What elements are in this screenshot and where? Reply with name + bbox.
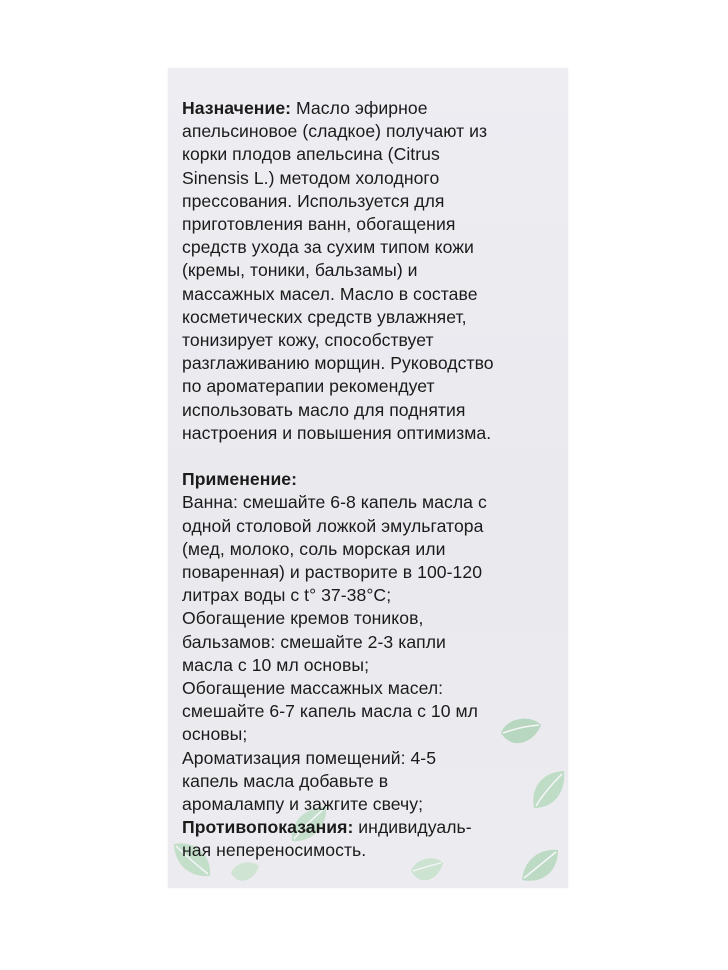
usage-line: Обогащение кремов тоников, — [182, 608, 424, 629]
usage-heading: Применение: — [182, 469, 298, 490]
usage-line: литрах воды с t° 37-38°С; — [182, 585, 392, 606]
contraindications-line: ная непереносимость. — [182, 840, 367, 861]
purpose-line: прессования. Используется для — [182, 190, 445, 211]
purpose-line: тонизирует кожу, способствует — [182, 330, 434, 351]
purpose-line: апельсиновое (сладкое) получают из — [182, 121, 488, 142]
usage-line: бальзамов: смешайте 2-3 капли — [182, 631, 446, 652]
usage-line: поваренная) и растворите в 100-120 — [182, 562, 483, 583]
purpose-line: Масло эфирное — [291, 98, 428, 118]
contraindications-line: индивидуаль- — [353, 817, 472, 838]
usage-line: основы; — [182, 724, 248, 745]
purpose-line: корки плодов апельсина (Citrus — [182, 144, 440, 165]
purpose-line: по ароматерапии рекомендует — [182, 376, 435, 397]
purpose-line: (кремы, тоники, бальзамы) и — [182, 260, 418, 281]
usage-line: одной столовой ложкой эмульгатора — [182, 515, 484, 536]
contraindications-first-line — [182, 816, 566, 839]
purpose-line: средств ухода за сухим типом кожи — [182, 237, 474, 258]
purpose-line: приготовления ванн, обогащения — [182, 214, 456, 235]
purpose-line: использовать масло для поднятия — [182, 399, 466, 420]
usage-line: Ароматизация помещений: 4-5 — [182, 747, 437, 768]
section-spacer — [182, 445, 566, 468]
purpose-line: косметических средств увлажняет, — [182, 306, 467, 327]
usage-line: масла с 10 мл основы; — [182, 654, 370, 675]
purpose-line: массажных масел. Масло в составе — [182, 283, 478, 304]
purpose-first-line — [182, 97, 566, 120]
usage-line: Обогащение массажных масел: — [182, 678, 444, 699]
usage-line: Ванна: смешайте 6-8 капель масла с — [182, 492, 487, 513]
contraindications-heading: Противопоказания: — [182, 817, 354, 838]
product-label-panel — [168, 68, 568, 888]
usage-line: смешайте 6-7 капель масла с 10 мл — [182, 701, 478, 722]
usage-line: аромалампу и зажгите свечу; — [182, 794, 424, 815]
purpose-heading: Назначение: — [182, 98, 292, 118]
label-text — [182, 97, 566, 863]
usage-line: капель масла добавьте в — [182, 770, 389, 791]
purpose-line: Sinensis L.) методом холодного — [182, 167, 440, 188]
purpose-line: настроения и повышения оптимизма. — [182, 422, 492, 443]
usage-line: (мед, молоко, соль морская или — [182, 538, 446, 559]
purpose-line: разглаживанию морщин. Руководство — [182, 353, 494, 374]
